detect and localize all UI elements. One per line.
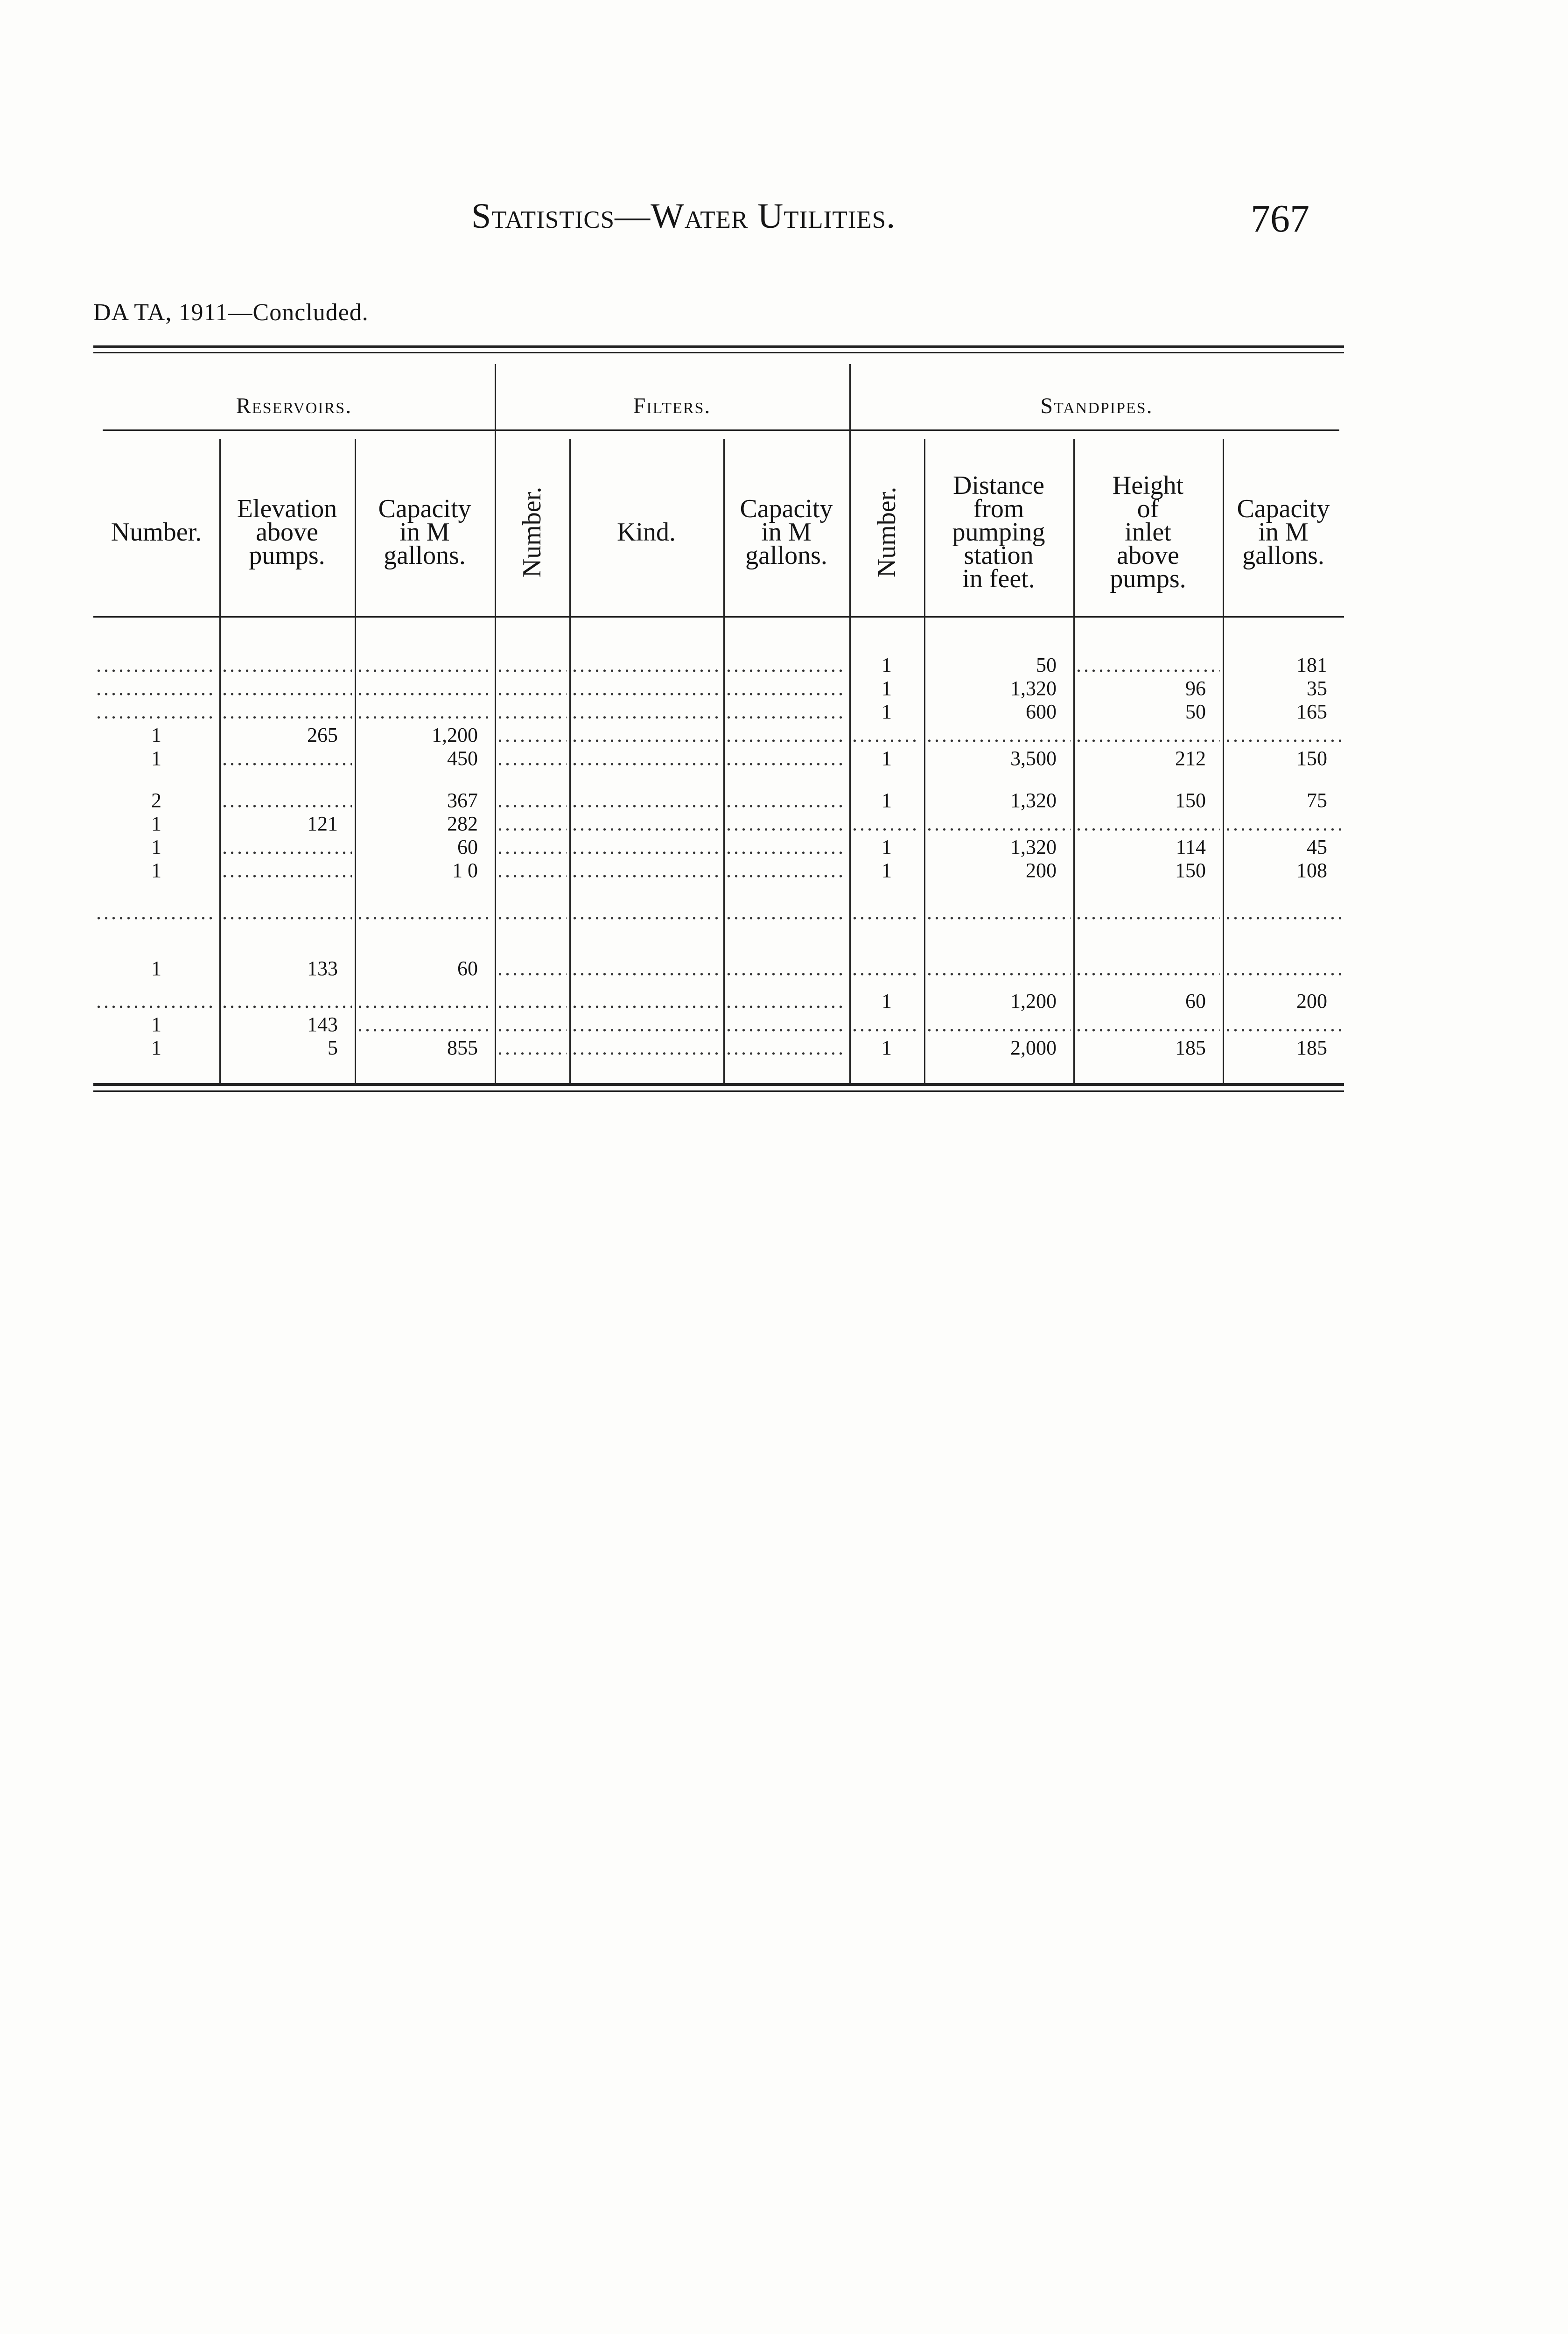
- table-cell: 108: [1296, 859, 1327, 882]
- column-header: Number.: [518, 486, 547, 578]
- table-cell: 1: [882, 654, 892, 676]
- leader-dots: [572, 789, 721, 812]
- table-cell: 45: [1307, 836, 1327, 858]
- group-head-filters: Filters.: [633, 394, 711, 418]
- leader-dots: [357, 1013, 492, 1036]
- table-cell: 1: [151, 812, 161, 835]
- leader-dots: [726, 836, 847, 859]
- table-cell: 1,320: [1010, 677, 1057, 700]
- leader-dots: [927, 812, 1071, 836]
- leader-dots: [726, 677, 847, 700]
- leader-dots: [1076, 1013, 1220, 1036]
- leader-dots: [497, 654, 567, 677]
- column-header: Distance from pumping station in feet.: [952, 471, 1045, 593]
- leader-dots: [1225, 812, 1341, 836]
- leader-dots: [497, 901, 567, 924]
- table-cell: 1: [882, 747, 892, 770]
- table-cell: 1,320: [1010, 836, 1057, 858]
- leader-dots: [497, 789, 567, 812]
- leader-dots: [852, 957, 921, 980]
- leader-dots: [222, 700, 352, 724]
- table-cell: 185: [1296, 1036, 1327, 1059]
- table-cell: 600: [1026, 700, 1057, 723]
- header-bottom-rule: [93, 616, 1344, 618]
- leader-dots: [572, 677, 721, 700]
- leader-dots: [96, 677, 217, 700]
- table-cell: 3,500: [1010, 747, 1057, 770]
- leader-dots: [497, 747, 567, 770]
- leader-dots: [497, 836, 567, 859]
- table-cell: 1,200: [1010, 990, 1057, 1012]
- table-cell: 35: [1307, 677, 1327, 700]
- leader-dots: [726, 747, 847, 770]
- leader-dots: [497, 859, 567, 882]
- leader-dots: [572, 654, 721, 677]
- table-cell: 2: [151, 789, 161, 812]
- group-head-reservoirs: Reservoirs.: [236, 394, 352, 418]
- leader-dots: [726, 1013, 847, 1036]
- table-bottom-rule: [93, 1083, 1344, 1086]
- group-head-standpipes: Standpipes.: [1040, 394, 1153, 418]
- leader-dots: [222, 901, 352, 924]
- table-cell: 181: [1296, 654, 1327, 676]
- table-cell: 165: [1296, 700, 1327, 723]
- table-cell: 1: [151, 859, 161, 882]
- leader-dots: [927, 724, 1071, 747]
- column-header: Capacity in M gallons.: [378, 494, 471, 570]
- table-cell: 1: [151, 1036, 161, 1059]
- leader-dots: [1076, 724, 1220, 747]
- table-cell: 1: [882, 700, 892, 723]
- table-cell: 5: [328, 1036, 338, 1059]
- leader-dots: [96, 654, 217, 677]
- table-cell: 265: [307, 724, 338, 746]
- table-cell: 1: [882, 859, 892, 882]
- leader-dots: [222, 836, 352, 859]
- leader-dots: [1076, 957, 1220, 980]
- column-header: Number.: [111, 518, 202, 547]
- table-top-rule: [93, 352, 1344, 353]
- leader-dots: [497, 990, 567, 1013]
- table-cell: 60: [457, 836, 478, 858]
- page-header: [0, 0, 1568, 326]
- group-under-rule: [103, 429, 1339, 431]
- leader-dots: [726, 901, 847, 924]
- leader-dots: [1225, 957, 1341, 980]
- table-top-double-rule: [93, 345, 1344, 348]
- table-cell: 1,200: [432, 724, 478, 746]
- table-cell: 150: [1175, 789, 1206, 812]
- leader-dots: [357, 677, 492, 700]
- leader-dots: [572, 1013, 721, 1036]
- table-cell: 1: [882, 836, 892, 858]
- leader-dots: [726, 789, 847, 812]
- leader-dots: [222, 990, 352, 1013]
- leader-dots: [572, 836, 721, 859]
- leader-dots: [497, 724, 567, 747]
- table-cell: 212: [1175, 747, 1206, 770]
- table-cell: 1: [151, 724, 161, 746]
- table-cell: 185: [1175, 1036, 1206, 1059]
- leader-dots: [927, 957, 1071, 980]
- table-cell: 96: [1185, 677, 1206, 700]
- leader-dots: [726, 812, 847, 836]
- leader-dots: [572, 700, 721, 724]
- leader-dots: [572, 901, 721, 924]
- leader-dots: [357, 990, 492, 1013]
- leader-dots: [222, 789, 352, 812]
- table-cell: 60: [1185, 990, 1206, 1012]
- column-header: Capacity in M gallons.: [740, 494, 833, 570]
- table-cell: 282: [447, 812, 478, 835]
- table-cell: 1,320: [1010, 789, 1057, 812]
- table-cell: 367: [447, 789, 478, 812]
- leader-dots: [852, 724, 921, 747]
- table-cell: 114: [1176, 836, 1206, 858]
- leader-dots: [497, 1036, 567, 1060]
- table-caption: DA TA, 1911—Concluded.: [93, 299, 369, 326]
- table-cell: 855: [447, 1036, 478, 1059]
- leader-dots: [572, 1036, 721, 1060]
- leader-dots: [222, 677, 352, 700]
- leader-dots: [572, 990, 721, 1013]
- leader-dots: [572, 812, 721, 836]
- leader-dots: [222, 859, 352, 882]
- leader-dots: [726, 1036, 847, 1060]
- leader-dots: [497, 1013, 567, 1036]
- leader-dots: [1076, 812, 1220, 836]
- leader-dots: [1076, 901, 1220, 924]
- running-head: Statistics—Water Utilities.: [471, 197, 896, 236]
- table-cell: 1: [151, 747, 161, 770]
- column-header: Capacity in M gallons.: [1237, 494, 1330, 570]
- leader-dots: [927, 901, 1071, 924]
- column-header: Kind.: [617, 518, 676, 547]
- leader-dots: [497, 677, 567, 700]
- table-cell: 200: [1296, 990, 1327, 1012]
- table-cell: 1: [882, 990, 892, 1012]
- leader-dots: [497, 700, 567, 724]
- leader-dots: [357, 901, 492, 924]
- leader-dots: [96, 700, 217, 724]
- leader-dots: [572, 724, 721, 747]
- leader-dots: [852, 1013, 921, 1036]
- leader-dots: [497, 812, 567, 836]
- column-header: Number.: [872, 486, 902, 578]
- table-cell: 1: [882, 789, 892, 812]
- leader-dots: [1076, 654, 1220, 677]
- leader-dots: [222, 654, 352, 677]
- table-cell: 75: [1307, 789, 1327, 812]
- table-cell: 121: [307, 812, 338, 835]
- table-cell: 143: [307, 1013, 338, 1036]
- leader-dots: [852, 812, 921, 836]
- leader-dots: [726, 724, 847, 747]
- table-cell: 1: [882, 677, 892, 700]
- leader-dots: [726, 700, 847, 724]
- table-cell: 2,000: [1010, 1036, 1057, 1059]
- leader-dots: [1225, 901, 1341, 924]
- leader-dots: [852, 901, 921, 924]
- table-cell: 60: [457, 957, 478, 980]
- column-header: Height of inlet above pumps.: [1110, 471, 1186, 593]
- leader-dots: [1225, 1013, 1341, 1036]
- table-cell: 50: [1185, 700, 1206, 723]
- table-cell: 450: [447, 747, 478, 770]
- table-cell: 1: [151, 836, 161, 858]
- leader-dots: [726, 859, 847, 882]
- data-table: [93, 345, 1344, 1102]
- table-cell: 1: [151, 957, 161, 980]
- leader-dots: [96, 990, 217, 1013]
- leader-dots: [222, 747, 352, 770]
- table-cell: 133: [307, 957, 338, 980]
- table-cell: 1: [882, 1036, 892, 1059]
- table-cell: 50: [1036, 654, 1057, 676]
- leader-dots: [726, 957, 847, 980]
- leader-dots: [357, 700, 492, 724]
- column-header: Elevation above pumps.: [237, 494, 337, 570]
- table-cell: 150: [1296, 747, 1327, 770]
- leader-dots: [357, 654, 492, 677]
- leader-dots: [726, 990, 847, 1013]
- leader-dots: [96, 901, 217, 924]
- table-bottom-thin-rule: [93, 1090, 1344, 1092]
- leader-dots: [572, 957, 721, 980]
- leader-dots: [497, 957, 567, 980]
- leader-dots: [927, 1013, 1071, 1036]
- table-cell: 150: [1175, 859, 1206, 882]
- table-cell: 200: [1026, 859, 1057, 882]
- leader-dots: [1225, 724, 1341, 747]
- page-number: 767: [1251, 197, 1309, 240]
- leader-dots: [572, 859, 721, 882]
- leader-dots: [572, 747, 721, 770]
- leader-dots: [726, 654, 847, 677]
- table-cell: 1 0: [452, 859, 478, 882]
- table-cell: 1: [151, 1013, 161, 1036]
